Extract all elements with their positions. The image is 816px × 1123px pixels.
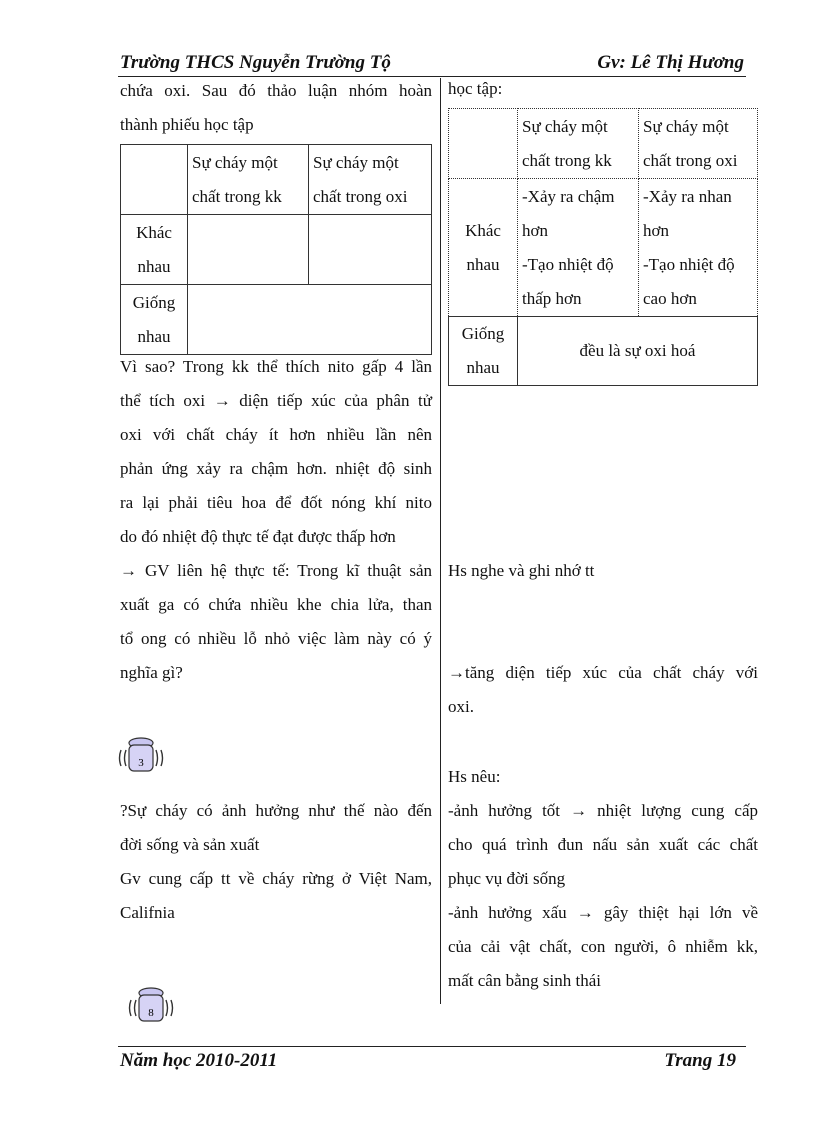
table-cell	[639, 179, 758, 317]
right-hs-listen: Hs nghe và ghi nhớ tt	[448, 561, 595, 580]
icon-label: 8	[148, 1007, 154, 1019]
left-gv-question	[120, 554, 432, 690]
table-cell	[188, 285, 432, 355]
page-number: Trang 19	[664, 1050, 736, 1071]
cell-text: -Tạo nhiệt độ cao hơn	[643, 254, 735, 308]
cell-text: -Tạo nhiệt độ thấp hơn	[522, 254, 614, 308]
text-line: Califnia	[120, 903, 175, 922]
right-intro: học tập:	[448, 79, 503, 98]
worksheet-table-filled	[448, 108, 758, 386]
text-line: -ảnh hưởng xấu → gây thiệt hại lớn về	[448, 903, 758, 922]
text-line: Gv cung cấp tt về cháy rừng ở Việt Nam,	[120, 869, 432, 888]
text-line: Vì sao? Trong kk thể thích nito gấp 4 lần	[120, 357, 432, 376]
text-line: phục vụ đời sống	[448, 869, 566, 888]
text-line: chứa oxi. Sau đó thảo luận nhóm hoàn	[120, 81, 432, 100]
text-line: do đó nhiệt độ thực tế đạt được thấp hơn	[120, 527, 396, 546]
text-line: xuất ga có chứa nhiều khe chia lửa, than	[120, 595, 432, 614]
text-line: → GV liên hệ thực tế: Trong kĩ thuật sản	[120, 561, 432, 580]
text-line: oxi với chất cháy ít hơn nhiều lần nên	[120, 425, 432, 444]
table-cell	[188, 215, 309, 285]
school-year: Năm học 2010-2011	[120, 1050, 278, 1071]
row-label: Khác nhau	[449, 179, 518, 317]
row-label: Khác nhau	[121, 215, 188, 285]
table-header: Sự cháy một chất trong oxi	[309, 145, 432, 215]
row-label: Giống nhau	[449, 317, 518, 386]
text-line: của cải vật chất, con người, ô nhiễm kk,	[448, 937, 758, 956]
table-header: Sự cháy một chất trong kk	[188, 145, 309, 215]
text-line: thành phiếu học tập	[120, 115, 254, 134]
column-divider	[440, 78, 441, 1004]
discussion-icon	[118, 736, 164, 774]
right-answer	[448, 656, 758, 724]
text-line: ra lại phải tiêu hoa để đốt nóng khí nito	[120, 493, 432, 512]
right-effects	[448, 760, 758, 998]
teacher-name: Gv: Lê Thị Hương	[597, 52, 744, 73]
table-header: Sự cháy một chất trong oxi	[639, 109, 758, 179]
discussion-icon	[128, 986, 174, 1024]
text-line: Hs nêu:	[448, 767, 501, 786]
table-header: Sự cháy một chất trong kk	[518, 109, 639, 179]
text-line: ?Sự cháy có ảnh hưởng như thế nào đến	[120, 801, 432, 820]
text-line: cho quá trình đun nấu sản xuất các chất	[448, 835, 758, 854]
left-intro	[120, 74, 432, 142]
table-cell	[449, 109, 518, 179]
table-cell	[121, 145, 188, 215]
left-question	[120, 794, 432, 930]
row-label: Giống nhau	[121, 285, 188, 355]
text-line: đời sống và sản xuất	[120, 835, 260, 854]
text-line: oxi.	[448, 697, 474, 716]
worksheet-table-empty	[120, 144, 432, 355]
cell-text: -Xảy ra nhan hơn	[643, 186, 732, 240]
text-line: →tăng diện tiếp xúc của chất cháy với	[448, 663, 758, 682]
text-line: mất cân bằng sinh thái	[448, 971, 601, 990]
text-line: thể tích oxi → diện tiếp xúc của phân tử	[120, 391, 432, 410]
school-name: Trường THCS Nguyễn Trường Tộ	[120, 52, 391, 73]
table-cell	[518, 179, 639, 317]
text-line: tổ ong có nhiều lỗ nhỏ việc làm này có ý	[120, 629, 432, 648]
footer-rule	[118, 1046, 746, 1047]
icon-label: 3	[138, 757, 144, 769]
text-line: -ảnh hưởng tốt → nhiệt lượng cung cấp	[448, 801, 758, 820]
table-cell: đều là sự oxi hoá	[518, 317, 758, 386]
table-cell	[309, 215, 432, 285]
text-line: phản ứng xảy ra chậm hơn. nhiệt độ sinh	[120, 459, 432, 478]
text-line: nghĩa gì?	[120, 663, 183, 682]
left-explanation	[120, 350, 432, 554]
cell-text: -Xảy ra chậm hơn	[522, 186, 615, 240]
